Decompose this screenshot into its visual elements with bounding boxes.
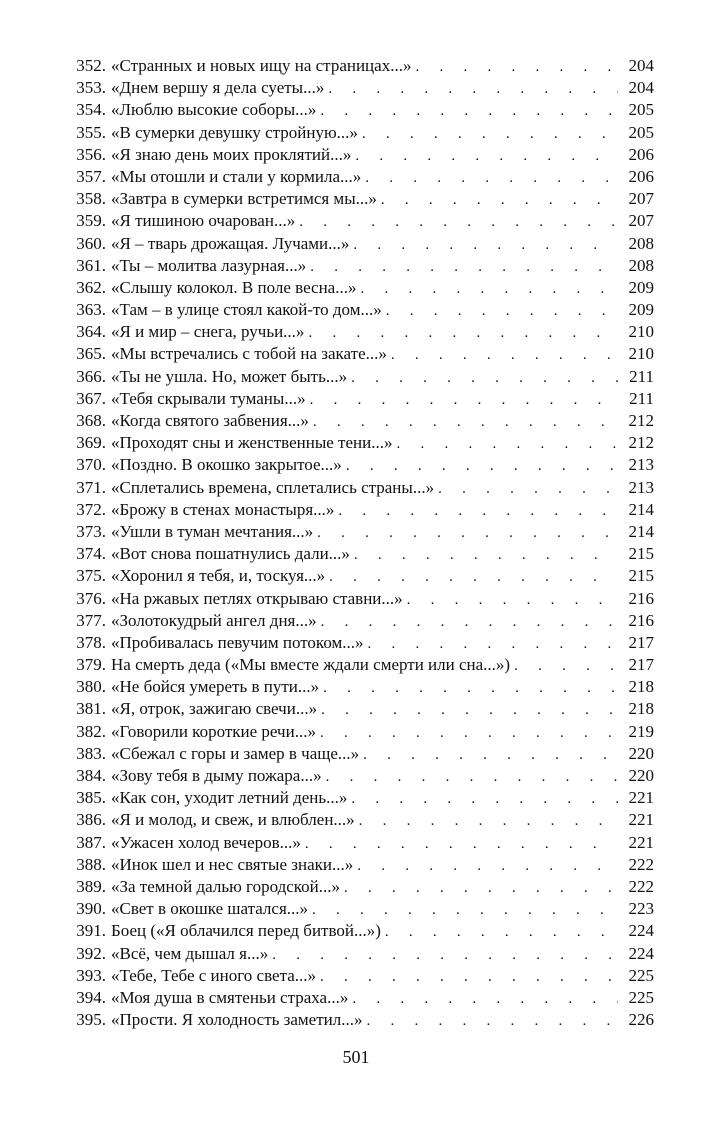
entry-page: 204 bbox=[628, 56, 654, 75]
entry-title: «Свет в окошке шатался...» bbox=[111, 899, 309, 919]
toc-entry bbox=[62, 55, 654, 77]
dot-leader bbox=[301, 833, 618, 855]
dot-leader bbox=[355, 810, 618, 832]
dot-leader bbox=[319, 677, 618, 699]
entry-title: «Странных и новых ищу на страницах...» bbox=[111, 56, 412, 75]
entry-page: 222 bbox=[628, 876, 654, 896]
entry-number: 384. bbox=[76, 766, 106, 785]
entry-number: 385. bbox=[76, 788, 106, 808]
entry-number: 368. bbox=[76, 411, 106, 430]
entry-number: 361. bbox=[76, 255, 106, 275]
entry-number: 359. bbox=[76, 211, 106, 231]
toc-entry bbox=[62, 610, 654, 632]
dot-leader bbox=[364, 633, 618, 655]
entry-page: 221 bbox=[628, 832, 654, 852]
entry-title: «Я знаю день моих проклятий...» bbox=[111, 144, 352, 164]
toc-entry bbox=[62, 876, 654, 898]
toc-entry bbox=[62, 343, 654, 365]
toc-entry bbox=[62, 787, 654, 809]
dot-leader bbox=[316, 722, 618, 744]
entry-page: 217 bbox=[628, 632, 654, 652]
toc-entry bbox=[62, 122, 654, 144]
entry-number: 371. bbox=[76, 477, 106, 497]
dot-leader bbox=[382, 300, 618, 322]
entry-number: 386. bbox=[76, 810, 106, 830]
toc-entry bbox=[62, 499, 654, 521]
entry-page: 216 bbox=[628, 588, 654, 608]
entry-page: 210 bbox=[628, 344, 654, 364]
entry-title: «Мы отошли и стали у кормила...» bbox=[111, 166, 362, 186]
entry-page: 220 bbox=[628, 743, 654, 763]
entry-page: 213 bbox=[628, 455, 654, 475]
toc-entry bbox=[62, 144, 654, 166]
dot-leader bbox=[347, 367, 618, 389]
toc-entry bbox=[62, 366, 654, 388]
toc-entry bbox=[62, 588, 654, 610]
dot-leader bbox=[324, 78, 618, 100]
dot-leader bbox=[403, 589, 618, 611]
entry-title: «На ржавых петлях открываю ставни...» bbox=[111, 588, 403, 608]
toc-entry bbox=[62, 565, 654, 587]
entry-number: 381. bbox=[76, 699, 106, 719]
entry-page: 221 bbox=[628, 788, 654, 808]
entry-title: «Ужасен холод вечеров...» bbox=[111, 832, 301, 852]
toc-entry bbox=[62, 832, 654, 854]
toc-entry bbox=[62, 388, 654, 410]
entry-title: «Не бойся умереть в пути...» bbox=[111, 677, 320, 697]
dot-leader bbox=[353, 855, 618, 877]
entry-number: 380. bbox=[76, 677, 106, 697]
entry-page: 218 bbox=[628, 677, 654, 697]
entry-page: 212 bbox=[628, 411, 654, 430]
entry-title: «Когда святого забвения...» bbox=[111, 411, 309, 430]
toc-entry bbox=[62, 432, 654, 454]
entry-page: 206 bbox=[628, 144, 654, 164]
dot-leader bbox=[306, 389, 618, 411]
toc-entry bbox=[62, 743, 654, 765]
entry-title: «Я тишиною очарован...» bbox=[111, 211, 296, 231]
toc-entry bbox=[62, 77, 654, 99]
entry-page: 224 bbox=[628, 921, 654, 941]
entry-number: 357. bbox=[76, 166, 106, 186]
entry-title: «Хоронил я тебя, и, тоскуя...» bbox=[111, 566, 326, 586]
dot-leader bbox=[316, 100, 618, 122]
dot-leader bbox=[411, 56, 618, 78]
entry-page: 222 bbox=[628, 854, 654, 874]
toc-entry bbox=[62, 410, 654, 432]
entry-title: «Инок шел и нес святые знаки...» bbox=[111, 854, 354, 874]
toc-entry bbox=[62, 210, 654, 232]
entry-page: 223 bbox=[628, 899, 654, 919]
entry-title: «Мы встречались с тобой на закате...» bbox=[111, 344, 387, 364]
entry-number: 373. bbox=[76, 521, 106, 541]
entry-page: 226 bbox=[628, 1010, 654, 1030]
entry-title: «Слышу колокол. В поле весна...» bbox=[111, 277, 357, 297]
toc-entry bbox=[62, 698, 654, 720]
entry-title: «За темной далью городской...» bbox=[111, 876, 341, 896]
toc-entry bbox=[62, 543, 654, 565]
dot-leader bbox=[342, 455, 618, 477]
entry-title: «Прости. Я холодность заметил...» bbox=[111, 1010, 363, 1030]
dot-leader bbox=[387, 344, 618, 366]
toc-entry bbox=[62, 987, 654, 1009]
entry-number: 387. bbox=[76, 832, 106, 852]
toc-entry bbox=[62, 454, 654, 476]
entry-page: 209 bbox=[628, 300, 654, 320]
dot-leader bbox=[295, 211, 618, 233]
entry-page: 220 bbox=[628, 766, 654, 785]
entry-page: 219 bbox=[628, 721, 654, 741]
entry-number: 374. bbox=[76, 544, 106, 564]
entry-number: 377. bbox=[76, 610, 106, 630]
dot-leader bbox=[349, 234, 618, 256]
entry-number: 365. bbox=[76, 344, 106, 364]
entry-number: 356. bbox=[76, 144, 106, 164]
entry-number: 393. bbox=[76, 965, 106, 985]
entry-number: 367. bbox=[76, 388, 106, 408]
toc-entry bbox=[62, 854, 654, 876]
dot-leader bbox=[510, 655, 618, 677]
dot-leader bbox=[434, 478, 618, 500]
toc-entry bbox=[62, 321, 654, 343]
dot-leader bbox=[351, 145, 618, 167]
entry-page: 210 bbox=[628, 322, 654, 342]
entry-page: 218 bbox=[628, 699, 654, 719]
entry-title: «Днем вершу я дела суеты...» bbox=[111, 78, 325, 98]
entry-number: 362. bbox=[76, 277, 106, 297]
dot-leader bbox=[334, 500, 618, 522]
entry-title: «В сумерки девушку стройную...» bbox=[111, 122, 358, 142]
entry-title: «Поздно. В окошко закрытое...» bbox=[111, 455, 342, 475]
entry-number: 355. bbox=[76, 122, 106, 142]
entry-number: 364. bbox=[76, 322, 106, 342]
entry-page: 215 bbox=[628, 544, 654, 564]
toc-entry bbox=[62, 965, 654, 987]
entry-page: 216 bbox=[628, 610, 654, 630]
dot-leader bbox=[316, 966, 618, 988]
entry-page: 214 bbox=[628, 499, 654, 519]
entry-page: 215 bbox=[628, 566, 654, 586]
dot-leader bbox=[322, 766, 618, 788]
entry-number: 363. bbox=[76, 300, 106, 320]
entry-title: Боец («Я облачился перед битвой...») bbox=[111, 921, 381, 941]
entry-title: «Завтра в сумерки встретимся мы...» bbox=[111, 189, 377, 209]
entry-title: «Я, отрок, зажигаю свечи...» bbox=[111, 699, 318, 719]
entry-page: 204 bbox=[628, 78, 654, 98]
entry-page: 211 bbox=[629, 366, 654, 386]
entry-title: «Ты – молитва лазурная...» bbox=[111, 255, 307, 275]
dot-leader bbox=[309, 411, 618, 433]
dot-leader bbox=[358, 123, 618, 145]
entry-number: 370. bbox=[76, 455, 106, 475]
toc-entry bbox=[62, 277, 654, 299]
entry-title: На смерть деда («Мы вместе ждали смерти или сна...») bbox=[111, 655, 511, 675]
toc-entry bbox=[62, 943, 654, 965]
toc-entry bbox=[62, 521, 654, 543]
entry-number: 376. bbox=[76, 588, 106, 608]
entry-number: 379. bbox=[76, 655, 106, 675]
dot-leader bbox=[317, 611, 618, 633]
entry-title: «Моя душа в смятеньи страха...» bbox=[111, 987, 349, 1007]
entry-number: 375. bbox=[76, 566, 106, 586]
entry-number: 354. bbox=[76, 100, 106, 120]
entry-page: 208 bbox=[628, 233, 654, 253]
entry-title: «Сбежал с горы и замер в чаще...» bbox=[111, 743, 360, 763]
entry-title: «Брожу в стенах монастыря...» bbox=[111, 499, 335, 519]
entry-page: 209 bbox=[628, 277, 654, 297]
entry-page: 225 bbox=[628, 987, 654, 1007]
entry-page: 221 bbox=[628, 810, 654, 830]
table-of-contents bbox=[62, 55, 654, 1031]
entry-title: «Ты не ушла. Но, может быть...» bbox=[111, 366, 348, 386]
toc-entry bbox=[62, 632, 654, 654]
entry-number: 394. bbox=[76, 987, 106, 1007]
entry-title: «Говорили короткие речи...» bbox=[111, 721, 316, 741]
dot-leader bbox=[347, 788, 618, 810]
entry-page: 225 bbox=[628, 965, 654, 985]
entry-number: 369. bbox=[76, 433, 106, 453]
entry-number: 390. bbox=[76, 899, 106, 919]
entry-title: «Всё, чем дышал я...» bbox=[111, 943, 269, 963]
entry-number: 392. bbox=[76, 943, 106, 963]
dot-leader bbox=[350, 544, 618, 566]
entry-number: 352. bbox=[76, 56, 106, 75]
entry-number: 360. bbox=[76, 233, 106, 253]
dot-leader bbox=[313, 522, 618, 544]
dot-leader bbox=[381, 921, 618, 943]
toc-entry bbox=[62, 765, 654, 787]
entry-page: 212 bbox=[628, 433, 654, 453]
entry-page: 207 bbox=[628, 189, 654, 209]
entry-number: 391. bbox=[76, 921, 106, 941]
entry-page: 207 bbox=[628, 211, 654, 231]
entry-title: «Золотокудрый ангел дня...» bbox=[111, 610, 317, 630]
entry-title: «Сплетались времена, сплетались страны...» bbox=[111, 477, 435, 497]
entry-page: 224 bbox=[628, 943, 654, 963]
toc-entry bbox=[62, 654, 654, 676]
dot-leader bbox=[268, 944, 618, 966]
entry-page: 205 bbox=[628, 122, 654, 142]
page-number: 501 bbox=[342, 1047, 370, 1067]
entry-title: «Люблю высокие соборы...» bbox=[111, 100, 317, 120]
entry-page: 206 bbox=[628, 166, 654, 186]
entry-title: «Проходят сны и женственные тени...» bbox=[111, 433, 393, 453]
toc-entry bbox=[62, 255, 654, 277]
toc-entry bbox=[62, 166, 654, 188]
dot-leader bbox=[361, 167, 618, 189]
entry-number: 383. bbox=[76, 743, 106, 763]
toc-entry bbox=[62, 676, 654, 698]
entry-number: 353. bbox=[76, 78, 106, 98]
toc-entry bbox=[62, 920, 654, 942]
entry-number: 372. bbox=[76, 499, 106, 519]
toc-entry bbox=[62, 188, 654, 210]
entry-title: «Ушли в туман мечтания...» bbox=[111, 521, 314, 541]
entry-number: 366. bbox=[76, 366, 106, 386]
dot-leader bbox=[325, 566, 618, 588]
toc-entry bbox=[62, 1009, 654, 1031]
entry-title: «Тебя скрывали туманы...» bbox=[111, 388, 306, 408]
toc-entry bbox=[62, 898, 654, 920]
entry-title: «Как сон, уходит летний день...» bbox=[111, 788, 348, 808]
dot-leader bbox=[377, 189, 618, 211]
entry-page: 217 bbox=[628, 655, 654, 675]
toc-entry bbox=[62, 299, 654, 321]
dot-leader bbox=[348, 988, 618, 1010]
entry-title: «Зову тебя в дыму пожара...» bbox=[111, 766, 322, 785]
toc-entry bbox=[62, 721, 654, 743]
entry-number: 378. bbox=[76, 632, 106, 652]
entry-number: 358. bbox=[76, 189, 106, 209]
entry-page: 211 bbox=[629, 388, 654, 408]
entry-title: «Я и молод, и свеж, и влюблен...» bbox=[111, 810, 355, 830]
entry-title: «Я и мир – снега, ручьи...» bbox=[111, 322, 305, 342]
dot-leader bbox=[392, 433, 618, 455]
entry-page: 208 bbox=[628, 255, 654, 275]
entry-number: 389. bbox=[76, 876, 106, 896]
toc-entry bbox=[62, 99, 654, 121]
entry-number: 388. bbox=[76, 854, 106, 874]
dot-leader bbox=[362, 1010, 618, 1032]
entry-page: 213 bbox=[628, 477, 654, 497]
dot-leader bbox=[306, 256, 618, 278]
entry-page: 205 bbox=[628, 100, 654, 120]
entry-number: 395. bbox=[76, 1010, 106, 1030]
toc-entry bbox=[62, 809, 654, 831]
dot-leader bbox=[317, 699, 618, 721]
toc-entry bbox=[62, 233, 654, 255]
entry-number: 382. bbox=[76, 721, 106, 741]
dot-leader bbox=[340, 877, 618, 899]
entry-title: «Я – тварь дрожащая. Лучами...» bbox=[111, 233, 350, 253]
dot-leader bbox=[308, 899, 618, 921]
dot-leader bbox=[304, 322, 618, 344]
entry-title: «Вот снова пошатнулись дали...» bbox=[111, 544, 350, 564]
entry-title: «Тебе, Тебе с иного света...» bbox=[111, 965, 316, 985]
dot-leader bbox=[359, 744, 618, 766]
entry-title: «Там – в улице стоял какой-то дом...» bbox=[111, 300, 382, 320]
toc-entry bbox=[62, 477, 654, 499]
dot-leader bbox=[356, 278, 618, 300]
entry-page: 214 bbox=[628, 521, 654, 541]
entry-title: «Пробивалась певучим потоком...» bbox=[111, 632, 364, 652]
